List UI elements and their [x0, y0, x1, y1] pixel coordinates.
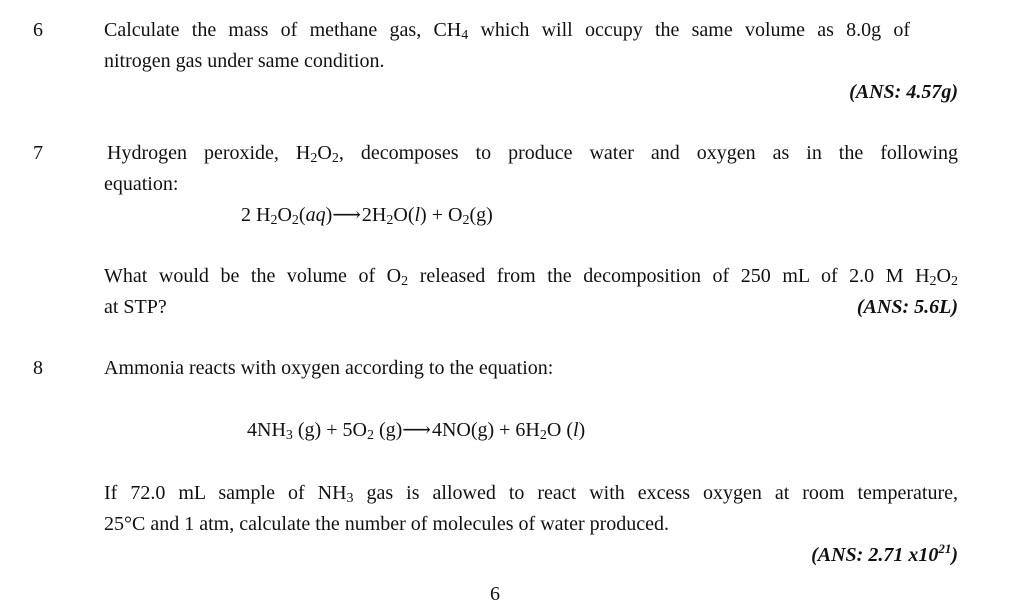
- text-segment: O(: [393, 204, 415, 226]
- text-segment: (g): [373, 419, 403, 441]
- q7-line-1: [107, 141, 958, 165]
- text-segment: l: [414, 204, 421, 226]
- subscript: 2: [951, 274, 958, 289]
- subscript: 2: [462, 213, 470, 228]
- subscript: 2: [366, 428, 374, 443]
- text-segment: at STP?: [104, 296, 167, 318]
- q8-line-2: [104, 481, 958, 505]
- subscript: 3: [285, 428, 293, 443]
- text-segment: equation:: [104, 173, 179, 195]
- text-segment: ) + O: [420, 204, 463, 226]
- text-segment: 2H: [361, 204, 387, 226]
- question-number-6: 6: [33, 19, 43, 41]
- text-segment: l: [572, 419, 579, 441]
- text-segment: (g) + 5O: [292, 419, 367, 441]
- subscript: 3: [346, 491, 354, 506]
- text-segment: 4NO(g) + 6H: [431, 419, 540, 441]
- subscript: 2: [310, 151, 318, 166]
- text-segment: What would be the volume of O: [104, 265, 402, 287]
- q6-line-2: [104, 49, 385, 73]
- subscript: 4: [461, 28, 469, 43]
- q7-line-3: [104, 264, 958, 288]
- text-segment: gas is allowed to react with excess oxygen at room temperature,: [353, 482, 958, 504]
- subscript: 2: [270, 213, 278, 228]
- question-number-8: 8: [33, 357, 43, 379]
- text-segment: If 72.0 mL sample of NH: [104, 482, 347, 504]
- text-segment: aq: [305, 204, 326, 226]
- q7-equation: [241, 203, 493, 227]
- q6-answer: [849, 80, 958, 104]
- subscript: 2: [401, 274, 409, 289]
- text-segment: Hydrogen peroxide, H: [107, 142, 311, 164]
- text-segment: released from the decomposition of 250 mL of 2.0 M H: [408, 265, 930, 287]
- q8-equation: [247, 418, 585, 442]
- text-segment: 2 H: [241, 204, 271, 226]
- page-number: 6: [490, 583, 500, 601]
- q8-line-1: [104, 356, 553, 380]
- text-segment: Ammonia reacts with oxygen according to the equation:: [104, 357, 554, 379]
- q7-answer: [857, 295, 958, 319]
- text-segment: (ANS: 2.71 x10: [811, 544, 939, 566]
- q7-line-4: [104, 295, 167, 319]
- reaction-arrow: ⟶: [402, 419, 432, 441]
- text-segment: O: [277, 204, 292, 226]
- subscript: 2: [331, 151, 339, 166]
- superscript: 21: [938, 541, 952, 556]
- text-segment: 25°C and 1 atm, calculate the number of molecules of water produced.: [104, 513, 670, 535]
- text-segment: Calculate the mass of methane gas, CH: [104, 19, 462, 41]
- text-segment: 4NH: [247, 419, 286, 441]
- text-segment: (g): [469, 204, 493, 226]
- reaction-arrow: ⟶: [332, 204, 362, 226]
- text-segment: (ANS: 5.6L): [856, 296, 958, 318]
- q8-line-3: [104, 512, 669, 536]
- q6-line-1: [104, 18, 910, 42]
- text-segment: O: [317, 142, 332, 164]
- text-segment: nitrogen gas under same condition.: [104, 50, 385, 72]
- text-segment: , decomposes to produce water and oxygen as in the following: [338, 142, 958, 164]
- text-segment: O (: [546, 419, 573, 441]
- question-number-7: 7: [33, 142, 43, 164]
- text-segment: which will occupy the same volume as 8.0g of: [468, 19, 910, 41]
- subscript: 2: [386, 213, 394, 228]
- subscript: 2: [929, 274, 937, 289]
- subscript: 2: [291, 213, 299, 228]
- subscript: 2: [539, 428, 547, 443]
- text-segment: ): [578, 419, 586, 441]
- text-segment: (ANS: 4.57g): [849, 81, 958, 103]
- text-segment: ): [325, 204, 333, 226]
- text-segment: O: [936, 265, 951, 287]
- text-segment: (: [298, 204, 306, 226]
- q7-line-2: [104, 172, 178, 196]
- q8-answer: [811, 543, 958, 567]
- text-segment: ): [951, 544, 958, 566]
